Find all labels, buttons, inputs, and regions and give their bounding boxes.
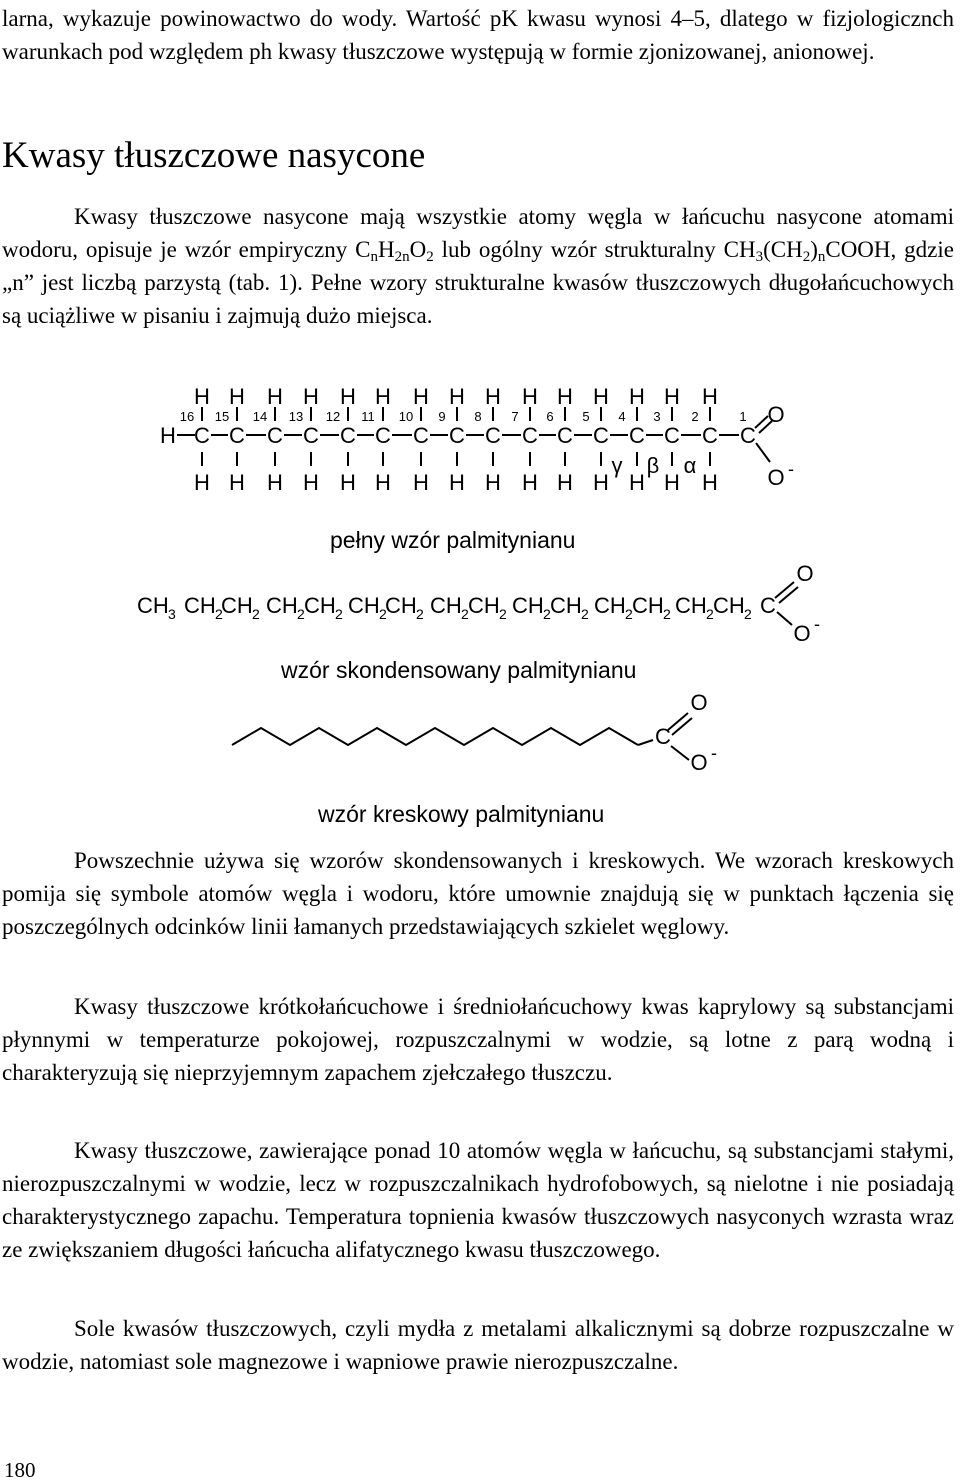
bond-to-carboxyl xyxy=(638,740,653,745)
bond-c-o-single xyxy=(756,443,770,462)
paragraph-short-chain: Kwasy tłuszczowe krótkołańcuchowe i średniołańcuchowy kwas kaprylowy są substancjami płynnymi w temperaturze pokojowej, rozpuszczalnymi w wodzie, są lotne z parą wodną i charakteryzują się nieprzyjemnym zapachem zjełczałego tłuszczu. xyxy=(2,994,954,1085)
greek-position-label: β xyxy=(646,453,660,478)
greek-position-label: γ xyxy=(611,453,623,478)
hydrogen-atom-top: H xyxy=(664,384,680,409)
hydrogen-atom-top: H xyxy=(267,384,283,409)
ch2-subscript: 2 xyxy=(461,606,469,622)
carbon-atom: C xyxy=(413,423,429,448)
carbon-atom: C xyxy=(522,423,538,448)
ch2-group: CH xyxy=(266,593,298,618)
hydrogen-atom-bottom: H xyxy=(664,470,680,495)
negative-charge: - xyxy=(814,614,820,634)
ch2-subscript: 2 xyxy=(379,606,387,622)
p1-sub-2b: 2 xyxy=(802,249,811,265)
hydrogen-atom-bottom: H xyxy=(375,470,391,495)
hydrogen-atom-bottom: H xyxy=(449,470,465,495)
hydrogen-atom-bottom: H xyxy=(557,470,573,495)
oxygen-atom-double: O xyxy=(796,561,814,586)
hydrogen-atom-top: H xyxy=(702,384,718,409)
hydrogen-atom-top: H xyxy=(229,384,245,409)
p1-text-f: ) xyxy=(810,237,818,262)
carbon-number-label: 5 xyxy=(582,409,590,424)
ch2-group: CH xyxy=(512,593,544,618)
skeletal-formula xyxy=(0,680,960,780)
hydrogen-atom-top: H xyxy=(413,384,429,409)
oxygen-atom-double: O xyxy=(767,402,785,427)
ch2-group: CH xyxy=(550,593,582,618)
carbon-atom: C xyxy=(267,423,283,448)
condensed-formula xyxy=(0,550,960,650)
paragraph-condensed-forms: Powszechnie używa się wzorów skondensowanych i kreskowych. We wzorach kreskowych pomija się symbole atomów węgla i wodoru, które umownie znajdują się w punktach łączenia się poszczególnych odcinków linii łamanych przedstawiających szkielet węglowy. xyxy=(2,848,954,939)
ch2-subscript: 2 xyxy=(215,606,223,622)
oxygen-atom-single: O xyxy=(767,465,785,490)
carbon-number-label: 8 xyxy=(474,409,482,424)
ch2-group: CH xyxy=(632,593,664,618)
ch2-subscript: 2 xyxy=(416,606,424,622)
p1-sub-2: 2 xyxy=(426,249,434,265)
bond-c-o-double-b xyxy=(779,587,798,603)
page-number: 180 xyxy=(4,1458,36,1482)
oxygen-atom-single: O xyxy=(690,750,708,775)
carbon-number-label: 1 xyxy=(739,409,747,424)
carbon-number-label: 6 xyxy=(546,409,554,424)
ch2-group: CH xyxy=(430,593,462,618)
carbon-skeleton-zigzag xyxy=(232,728,638,745)
oxygen-atom-single: O xyxy=(793,621,811,646)
carbon-number-label: 10 xyxy=(398,409,414,424)
carbon-atom: C xyxy=(557,423,573,448)
negative-charge: - xyxy=(711,743,717,763)
carbon-number-label: 4 xyxy=(618,409,626,424)
bond-c-o-double-b xyxy=(672,718,692,735)
carbon-atom: C xyxy=(593,423,609,448)
carbon-atom: C xyxy=(229,423,245,448)
hydrogen-atom-top: H xyxy=(449,384,465,409)
p1-text-d: lub ogólny wzór strukturalny CH xyxy=(433,237,756,262)
ch2-group: CH xyxy=(304,593,336,618)
hydrogen-atom-bottom: H xyxy=(229,470,245,495)
carbon-number-label: 15 xyxy=(214,409,230,424)
p1-sub-n: n xyxy=(370,249,378,265)
carbon-number-label: 7 xyxy=(511,409,519,424)
carbon-number-label: 9 xyxy=(438,409,446,424)
bond-c-o-double-a xyxy=(668,713,688,730)
condensed-formula-caption: wzór skondensowany palmitynianu xyxy=(281,657,637,683)
ch2-subscript: 2 xyxy=(744,606,752,622)
hydrogen-atom-top: H xyxy=(194,384,210,409)
carbon-atom: C xyxy=(340,423,356,448)
structural-formula-caption: pełny wzór palmitynianu xyxy=(330,527,576,553)
ch2-group: CH xyxy=(675,593,707,618)
p1-text-g: COOH, gdzie „n” jest liczbą parzystą (tab. 1). Pełne wzory strukturalne kwasów tłuszczowych długołańcuchowych są uciążliwe w pisaniu i zajmują dużo miejsca. xyxy=(2,237,954,328)
skeletal-formula-caption: wzór kreskowy palmitynianu xyxy=(318,801,605,827)
hydrogen-atom-top: H xyxy=(303,384,319,409)
hydrogen-atom-bottom: H xyxy=(340,470,356,495)
hydrogen-atom-bottom: H xyxy=(303,470,319,495)
ch2-subscript: 2 xyxy=(663,606,671,622)
ch2-subscript: 2 xyxy=(706,606,714,622)
paragraph-saturated-intro xyxy=(2,200,954,332)
ch2-subscript: 2 xyxy=(335,606,343,622)
carbon-atom: C xyxy=(303,423,319,448)
intro-paragraph: larna, wykazuje powinowactwo do wody. Wartość pK kwasu wynosi 4–5, dlatego w fizjologicznch warunkach pod względem ph kwasy tłuszczowe występują w formie zjonizowanej, anionowej. xyxy=(2,6,954,64)
bond-c-o-single xyxy=(671,746,689,760)
ch2-group: CH xyxy=(221,593,253,618)
bond-c-o-double-a xyxy=(775,582,794,598)
hydrogen-atom-bottom: H xyxy=(522,470,538,495)
ch2-subscript: 2 xyxy=(543,606,551,622)
hydrogen-atom-bottom: H xyxy=(413,470,429,495)
hydrogen-atom-bottom: H xyxy=(629,470,645,495)
ch2-group: CH xyxy=(594,593,626,618)
hydrogen-atom-top: H xyxy=(557,384,573,409)
carboxyl-carbon: C xyxy=(760,593,776,618)
hydrogen-atom-top: H xyxy=(593,384,609,409)
carbon-atom: C xyxy=(449,423,465,448)
carbon-atom: C xyxy=(664,423,680,448)
ch2-group: CH xyxy=(385,593,417,618)
paragraph-long-chain: Kwasy tłuszczowe, zawierające ponad 10 atomów węgla w łańcuchu, są substancjami stałymi, nierozpuszczalnymi w wodzie, lecz w rozpuszczalnikach hydrofobowych, są nielotne i nie posiadają charakterystycznego zapachu. Temperatura topnienia kwasów tłuszczowych nasyconych wzrasta wraz ze zwiększaniem długości łańcucha alifatycznego kwasu tłuszczowego. xyxy=(2,1138,954,1262)
negative-charge: - xyxy=(788,459,794,479)
p1-sub-2n: 2n xyxy=(394,249,410,265)
ch2-subscript: 2 xyxy=(625,606,633,622)
ch3-group: CH xyxy=(137,593,169,618)
carbon-number-label: 2 xyxy=(691,409,699,424)
hydrogen-atom-top: H xyxy=(629,384,645,409)
paragraph-salts: Sole kwasów tłuszczowych, czyli mydła z metalami alkalicznymi są dobrze rozpuszczalne w wodzie, natomiast sole magnezowe i wapniowe prawie nierozpuszczalne. xyxy=(2,1316,954,1374)
hydrogen-atom-bottom: H xyxy=(485,470,501,495)
hydrogen-atom-bottom: H xyxy=(267,470,283,495)
ch2-group: CH xyxy=(184,593,216,618)
section-heading: Kwasy tłuszczowe nasycone xyxy=(2,135,426,176)
carbon-atom: C xyxy=(629,423,645,448)
ch3-subscript: 3 xyxy=(168,606,176,622)
carbon-number-label: 3 xyxy=(653,409,661,424)
oxygen-atom-double: O xyxy=(690,690,708,715)
ch2-subscript: 2 xyxy=(581,606,589,622)
carbon-atom: C xyxy=(485,423,501,448)
carbon-atom: C xyxy=(702,423,718,448)
carbon-number-label: 16 xyxy=(179,409,195,424)
ch2-group: CH xyxy=(348,593,380,618)
hydrogen-atom-top: H xyxy=(485,384,501,409)
ch2-subscript: 2 xyxy=(499,606,507,622)
hydrogen-atom-bottom: H xyxy=(702,470,718,495)
carbon-atom: C xyxy=(194,423,210,448)
ch2-subscript: 2 xyxy=(252,606,260,622)
p1-sub-nb: n xyxy=(817,249,826,265)
p1-text-b: H xyxy=(377,237,395,262)
carbon-number-label: 12 xyxy=(325,409,341,424)
ch2-subscript: 2 xyxy=(297,606,305,622)
carboxyl-carbon: C xyxy=(655,724,671,749)
p1-text-e: (CH xyxy=(763,237,803,262)
ch2-group: CH xyxy=(468,593,500,618)
hydrogen-atom-terminal: H xyxy=(160,423,176,448)
hydrogen-atom-bottom: H xyxy=(194,470,210,495)
hydrogen-atom-top: H xyxy=(375,384,391,409)
p1-sub-3: 3 xyxy=(755,249,764,265)
greek-position-label: α xyxy=(683,453,697,478)
hydrogen-atom-top: H xyxy=(522,384,538,409)
ch2-group: CH xyxy=(713,593,745,618)
structural-formula xyxy=(0,380,960,510)
carbon-number-label: 11 xyxy=(361,409,375,424)
hydrogen-atom-top: H xyxy=(340,384,356,409)
carbon-atom: C xyxy=(740,423,756,448)
p1-text-a: Kwasy tłuszczowe nasycone mają wszystkie atomy węgla w łańcuchu nasycone atomami wodoru, opisuje je wzór empiryczny C xyxy=(2,204,954,262)
p1-text-c: O xyxy=(409,237,427,262)
hydrogen-atom-bottom: H xyxy=(593,470,609,495)
carbon-atom: C xyxy=(375,423,391,448)
carbon-number-label: 14 xyxy=(252,409,268,424)
bond-c-o-single xyxy=(777,612,792,625)
carbon-number-label: 13 xyxy=(288,409,304,424)
